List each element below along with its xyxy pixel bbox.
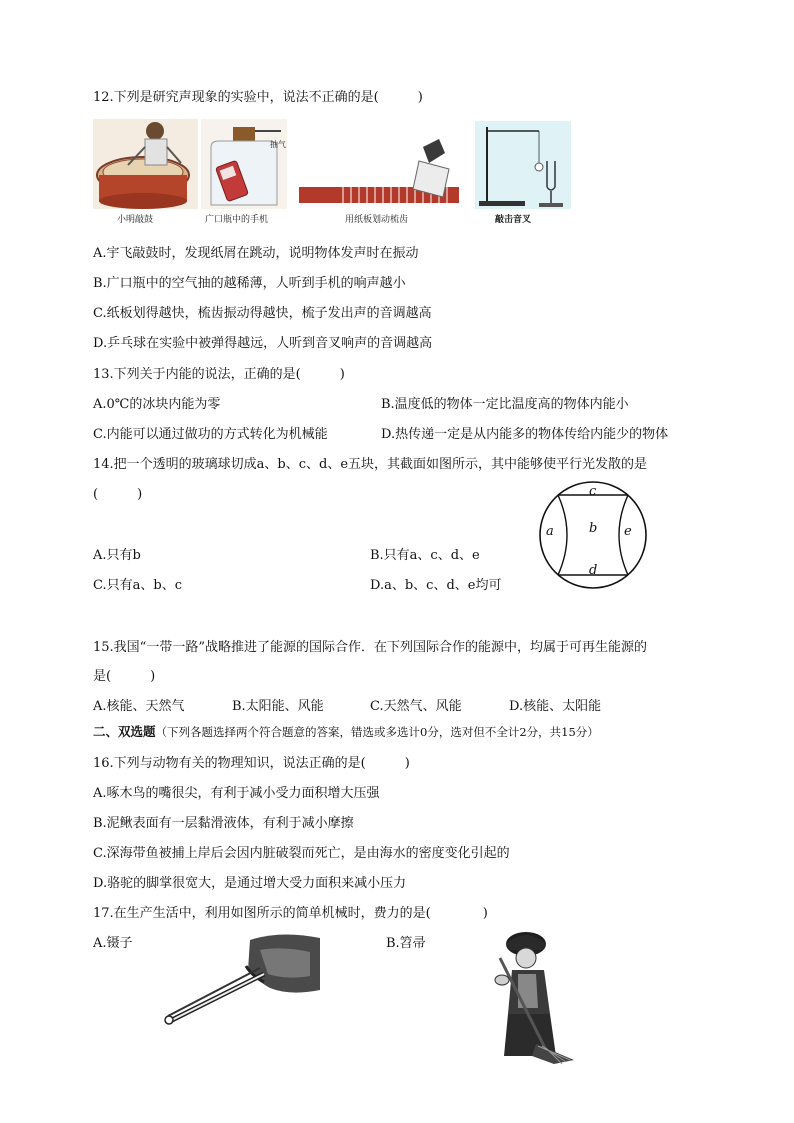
q15-option-c: C.天然气、风能 — [370, 699, 462, 714]
caption-jar: 广口瓶中的手机 — [205, 215, 269, 225]
q12-option-d: D.乒乓球在实验中被弹得越远，人听到音叉响声的音调越高 — [93, 336, 433, 351]
tweezers-figure — [160, 930, 325, 1030]
q16-option-a: A.啄木鸟的嘴很尖，有利于减小受力面积增大压强 — [93, 786, 380, 801]
fig-label-d: d — [589, 563, 598, 578]
q17-stem: 17.在生产生活中，利用如图所示的简单机械时，费力的是( ) — [93, 906, 488, 921]
q14-paren: ( ) — [93, 487, 143, 502]
q13-option-d: D.热传递一定是从内能多的物体传给内能少的物体 — [381, 427, 669, 442]
q15-option-b: B.太阳能、风能 — [232, 699, 324, 714]
q16-stem: 16.下列与动物有关的物理知识，说法正确的是( ) — [93, 756, 410, 771]
fig-label-c: c — [589, 484, 597, 499]
q12-option-b: B.广口瓶中的空气抽的越稀薄，人听到手机的响声越小 — [93, 276, 406, 291]
fig-label-e: e — [624, 524, 632, 539]
q14-stem: 14.把一个透明的玻璃球切成a、b、c、d、e五块，其截面如图所示，其中能够使平行光发散的是 — [93, 457, 648, 472]
q14-option-c: C.只有a、b、c — [93, 578, 182, 593]
q16-option-c: C.深海带鱼被捕上岸后会因内脏破裂而死亡，是由海水的密度变化引起的 — [93, 846, 510, 861]
q15-stem: 15.我国“一带一路”战略推进了能源的国际合作．在下列国际合作的能源中，均属于可再生能源的 — [93, 640, 647, 655]
q13-stem: 13.下列关于内能的说法，正确的是( ) — [93, 367, 345, 382]
section-2-note: （下列各题选择两个符合题意的答案，错选或多选计0分，选对但不全计2分，共15分） — [155, 725, 599, 739]
comb-illustration — [297, 119, 463, 209]
caption-comb: 用纸板划动梳齿 — [345, 215, 409, 225]
caption-fork: 敲击音叉 — [495, 215, 532, 225]
fig-label-b: b — [589, 521, 598, 536]
section-2-header — [93, 724, 599, 740]
q12-option-a: A.宇飞敲鼓时，发现纸屑在跳动，说明物体发声时在振动 — [93, 246, 419, 261]
q12-option-c: C.纸板划得越快，梳齿振动得越快，梳子发出声的音调越高 — [93, 306, 432, 321]
q17-option-b: B.笤帚 — [386, 936, 426, 951]
jar-phone-illustration — [201, 119, 287, 209]
q15-stem-cont: 是( ) — [93, 669, 156, 684]
tuning-fork-illustration — [475, 121, 571, 209]
caption-drum: 小明敲鼓 — [117, 215, 154, 225]
q13-option-c: C.内能可以通过做功的方式转化为机械能 — [93, 427, 328, 442]
section-2-title: 二、双选题 — [93, 724, 156, 739]
q15-option-a: A.核能、天然气 — [93, 699, 185, 714]
q17-option-a: A.镊子 — [93, 936, 133, 951]
q16-option-b: B.泥鳅表面有一层黏滑液体，有利于减小摩擦 — [93, 816, 354, 831]
drum-illustration — [93, 119, 198, 209]
fig-label-a: a — [546, 524, 554, 539]
q13-option-b: B.温度低的物体一定比温度高的物体内能小 — [381, 397, 629, 412]
q12-figure — [93, 117, 573, 227]
q13-option-a: A.0℃的冰块内能为零 — [93, 397, 221, 412]
q12-stem: 12.下列是研究声现象的实验中，说法不正确的是( ) — [93, 90, 423, 105]
q14-option-a: A.只有b — [93, 548, 141, 563]
q14-option-d: D.a、b、c、d、e均可 — [370, 578, 502, 593]
q16-option-d: D.骆驼的脚掌很宽大，是通过增大受力面积来减小压力 — [93, 876, 407, 891]
q15-option-d: D.核能、太阳能 — [509, 699, 602, 714]
pump-label: 抽气 — [270, 140, 286, 149]
q14-option-b: B.只有a、c、d、e — [370, 548, 480, 563]
broom-figure — [478, 928, 588, 1066]
